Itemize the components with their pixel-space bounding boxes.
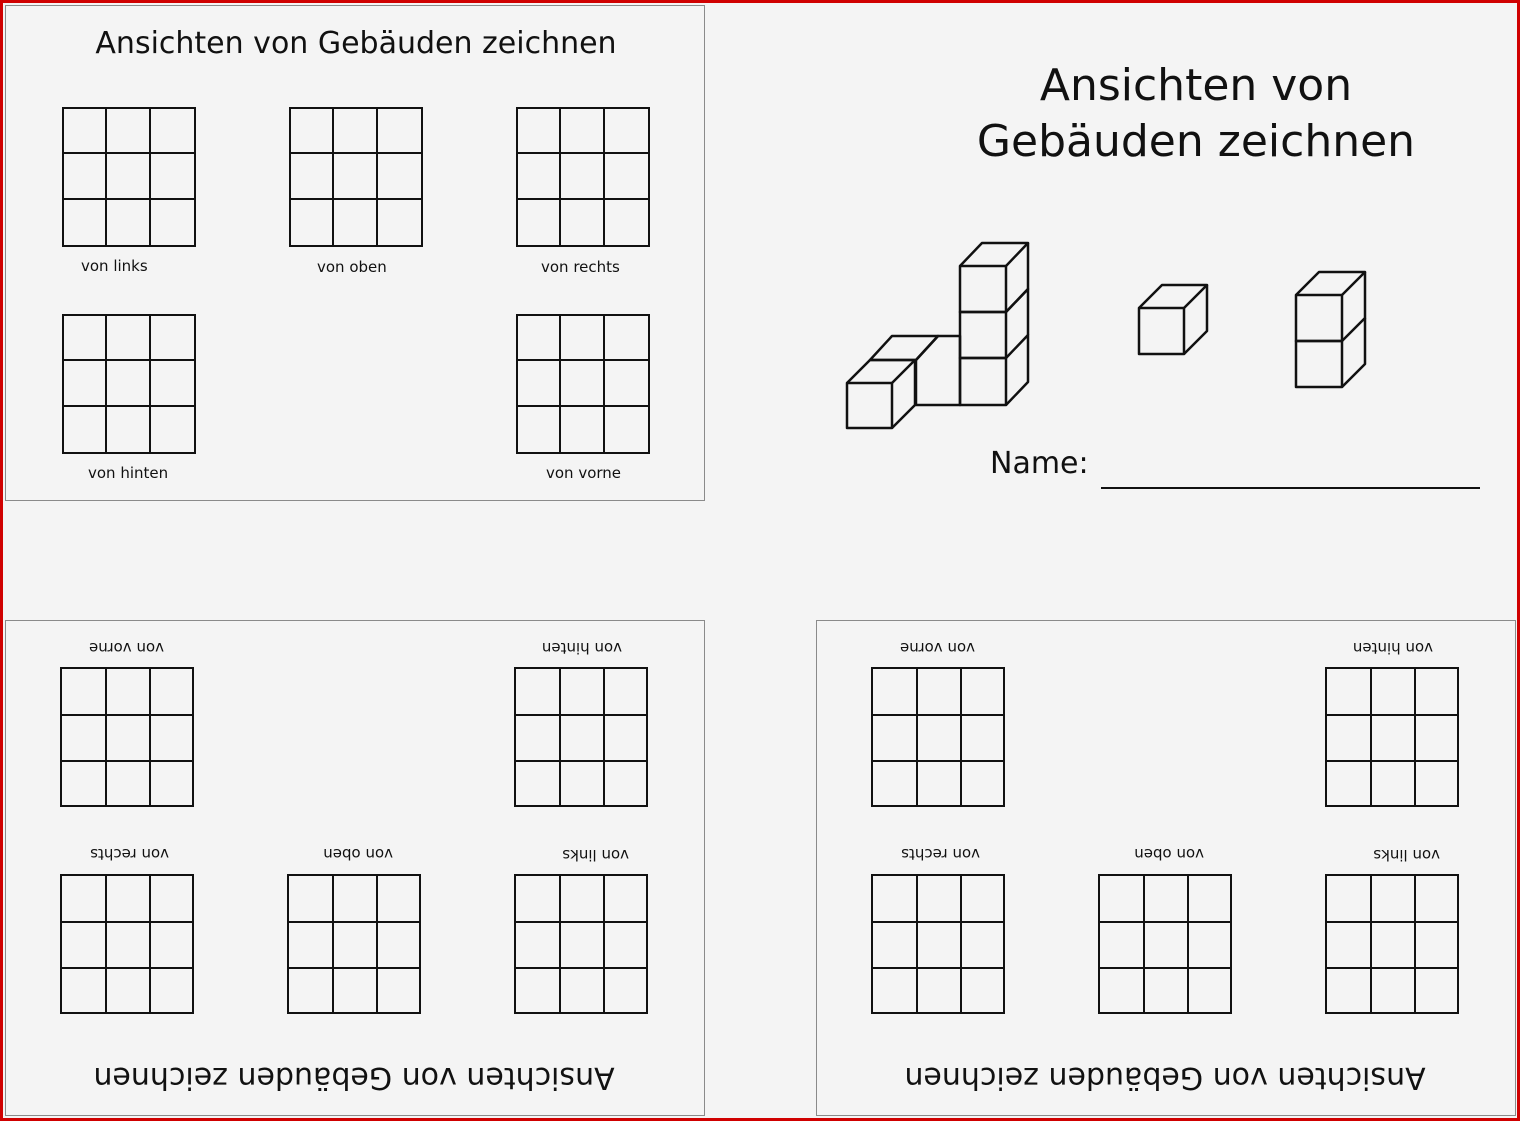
label-von-oben: von oben [317,258,387,276]
label-von-vorne: von vorne [546,464,622,482]
label-von-oben: von oben [323,845,393,863]
name-label: Name: [990,446,1089,481]
worksheet-title: Ansichten von Gebäuden zeichnen [95,26,617,61]
label-von-links: von links [562,846,629,864]
grid-von-links [514,874,648,1014]
label-von-rechts: von rechts [541,258,620,276]
cover-title-line-2: Gebäuden zeichnen [976,116,1416,167]
grid-von-hinten [514,667,648,807]
grid-von-hinten [1325,667,1459,807]
worksheet-title: Ansichten von Gebäuden zeichnen [904,1060,1426,1095]
label-von-rechts: von rechts [901,845,980,863]
label-von-rechts: von rechts [90,845,169,863]
worksheet-panel-bottom-right [816,620,1516,1116]
grid-von-rechts [871,874,1005,1014]
worksheet-panel-bottom-left [5,620,705,1116]
grid-von-oben [1098,874,1232,1014]
building-l-shape [847,243,1028,428]
building-two-cube-tower [1296,272,1365,387]
label-von-hinten: von hinten [541,639,622,657]
worksheet-title: Ansichten von Gebäuden zeichnen [93,1060,615,1095]
grid-von-vorne [60,667,194,807]
grid-von-rechts [60,874,194,1014]
cover-title-line-1: Ansichten von [1039,60,1353,111]
label-von-hinten: von hinten [88,464,169,482]
label-von-vorne: von vorne [899,639,975,657]
grid-von-vorne [871,667,1005,807]
label-von-oben: von oben [1134,845,1204,863]
label-von-hinten: von hinten [1352,639,1433,657]
grid-von-oben [287,874,421,1014]
name-writing-line[interactable] [1101,487,1480,489]
label-von-vorne: von vorne [88,639,164,657]
label-von-links: von links [1373,846,1440,864]
label-von-links: von links [81,257,148,275]
building-single-cube [1139,285,1207,354]
grid-von-links [1325,874,1459,1014]
